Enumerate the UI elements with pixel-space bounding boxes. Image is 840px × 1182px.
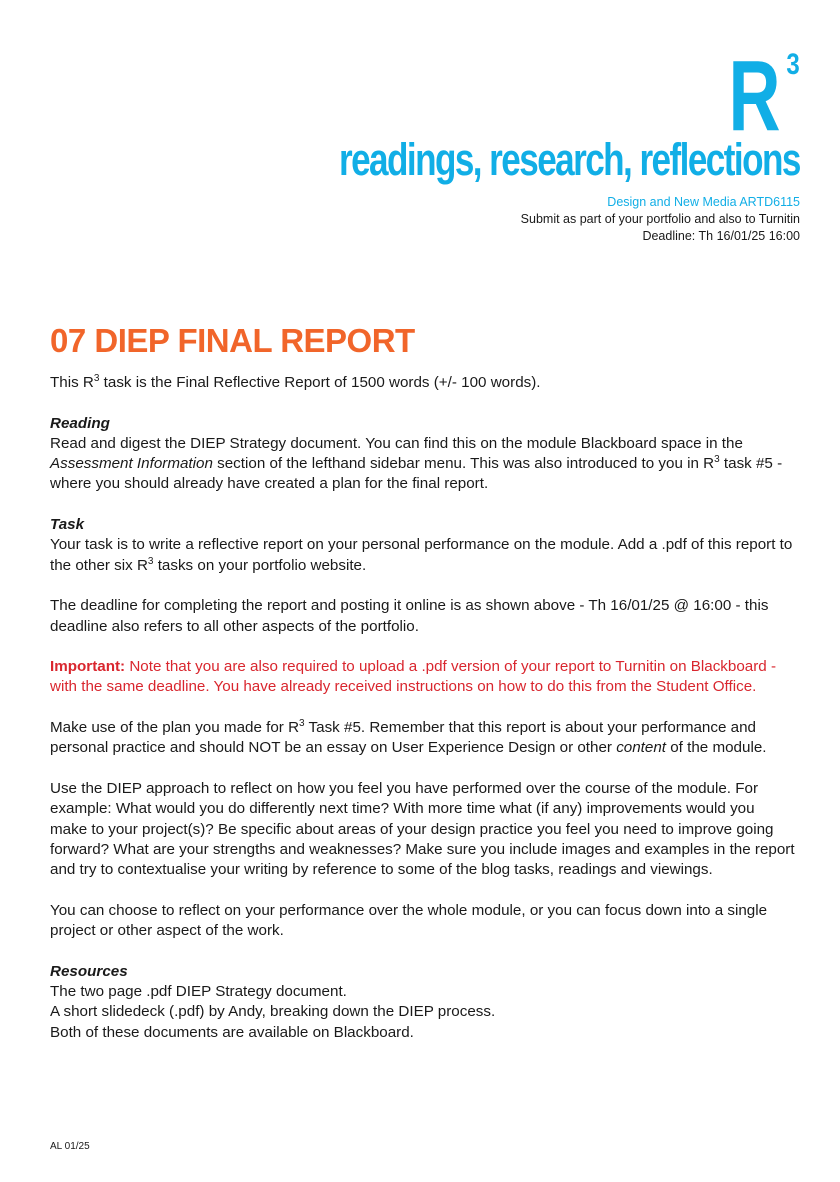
important-label: Important: [50, 658, 126, 676]
superscript: 3 [93, 372, 100, 384]
task-text-4a: Make use of the plan you made for R [50, 719, 300, 737]
task-paragraph-2: The deadline for completing the report and posting it online is as shown above - Th 16/01/25 @ 16:00 - this deadline also refers to all other aspects of the portfolio. [50, 597, 769, 635]
superscript: 3 [299, 717, 305, 729]
intro-text-b: task is the Final Reflective Report of 1500 words (+/- 100 words). [99, 374, 541, 391]
task-paragraph-4 [50, 718, 795, 759]
task-text-4c: of the module. [666, 739, 767, 757]
resource-item: Both of these documents are available on Blackboard. [50, 1023, 414, 1041]
task-text-1a: Your task is to write a reflective report on your personal performance on the module. Add a .pdf of this report to the other six R [50, 536, 793, 574]
task-emphasis: content [616, 739, 667, 757]
important-text: Note that you are also required to upload a .pdf version of your report to Turnitin on Blackboard - with the same deadline. You have already received instructions on how to do this from the Student Office. [50, 658, 776, 696]
task-text-1b: tasks on your portfolio website. [153, 556, 367, 574]
submit-note: Submit as part of your portfolio and also to Turnitin [520, 212, 800, 226]
reading-text-3: task #5 - where you should already have created a plan for the final report. [50, 455, 783, 493]
logo-tagline: readings, research, reflections [339, 134, 800, 185]
task-paragraph-5: Use the DIEP approach to reflect on how you feel you have performed over the course of the module. For example: What would you do differently next time? With more time what (if any) improvements would you make to your project(s)? Be specific about areas of your design practice you feel you need to improve going forward? What are your strengths and weaknesses? Make sure you include images and examples in the report and try to contextualise your writing by reference to some of the blog tasks, readings and viewings. [50, 779, 795, 879]
resources-heading: Resources [50, 962, 128, 980]
task-heading: Task [50, 516, 85, 534]
reading-heading: Reading [50, 414, 110, 432]
task-paragraph-6: You can choose to reflect on your performance over the whole module, or you can focus down into a single project or other aspect of the work. [50, 901, 768, 940]
reading-text-2: section of the lefthand sidebar menu. This was also introduced to you in R [212, 455, 715, 473]
deadline-note: Deadline: Th 16/01/25 16:00 [642, 229, 800, 243]
intro-text-a: This R [50, 374, 94, 391]
intro-paragraph [50, 373, 795, 393]
reading-text-1: Read and digest the DIEP Strategy document. You can find this on the module Blackboard space in the [50, 434, 743, 452]
reading-emphasis: Assessment Information [50, 455, 213, 473]
superscript: 3 [147, 555, 154, 567]
superscript: 3 [714, 454, 720, 466]
task-paragraph-1 [50, 535, 795, 576]
logo-r-letter: R [728, 40, 776, 152]
course-meta [521, 194, 800, 245]
r3-logo [209, 40, 800, 185]
logo-superscript: 3 [786, 48, 800, 81]
page-title: 07 DIEP FINAL REPORT [50, 322, 415, 359]
document-body [50, 373, 795, 1043]
important-note [50, 657, 795, 698]
resource-item: The two page .pdf DIEP Strategy document. [50, 982, 347, 1000]
footer-initials: AL 01/25 [50, 1141, 90, 1152]
task-text-4b: Task #5. Remember that this report is about your performance and personal practice and should NOT be an essay on User Experience Design or other [50, 719, 756, 757]
resource-item: A short slidedeck (.pdf) by Andy, breaking down the DIEP process. [50, 1003, 496, 1021]
logo-mark [209, 40, 800, 152]
reading-paragraph [50, 434, 795, 495]
course-name: Design and New Media ARTD6115 [607, 195, 800, 209]
